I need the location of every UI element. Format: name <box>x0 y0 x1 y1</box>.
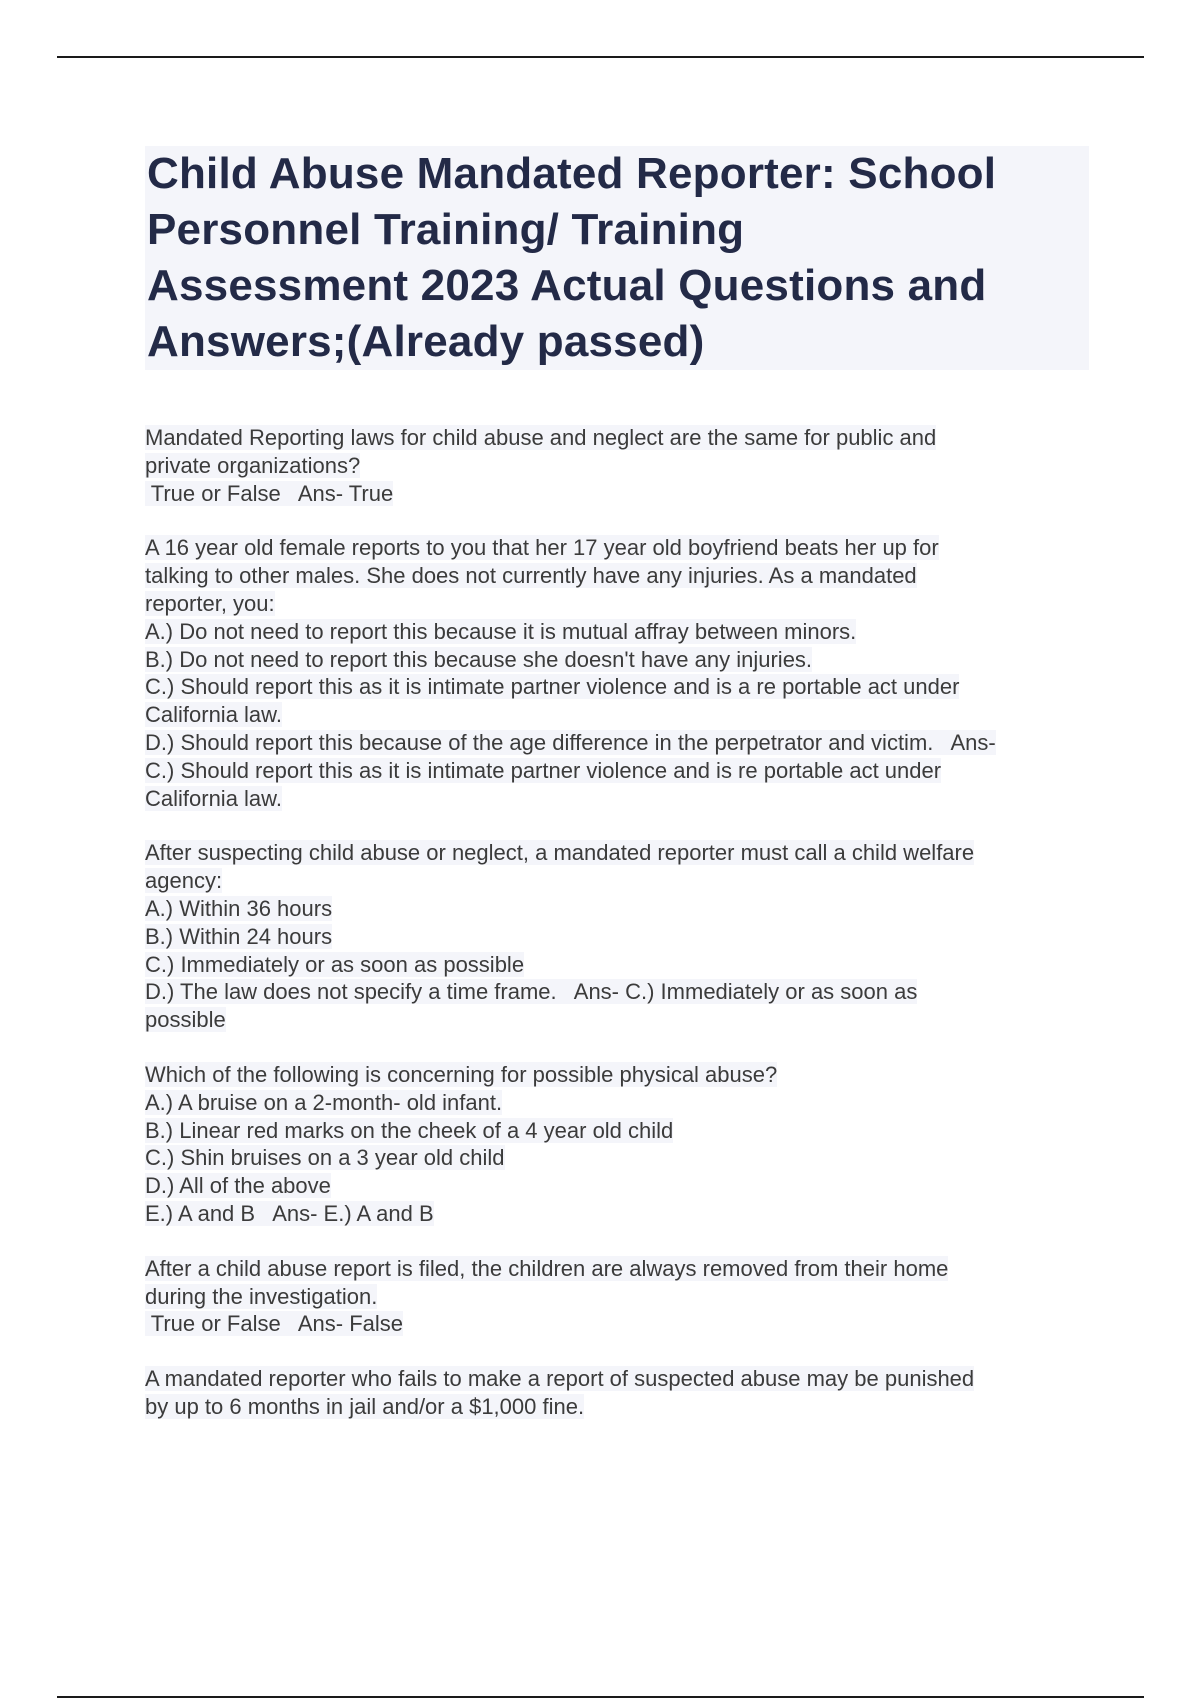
document-body <box>145 424 1100 1448</box>
document-title-block <box>145 146 1089 370</box>
option-line: B.) Do not need to report this because she doesn't have any injuries. <box>145 646 813 672</box>
top-rule <box>57 56 1144 58</box>
question-text-line: Which of the following is concerning for possible physical abuse? <box>145 1061 778 1087</box>
option-line: D.) The law does not specify a time frame. Ans- C.) Immediately or as soon as <box>145 979 918 1005</box>
question-block-6 <box>145 1365 1100 1421</box>
answer-line: E.) A and B Ans- E.) A and B <box>145 1200 434 1226</box>
title-line: Child Abuse Mandated Reporter: School <box>147 149 997 198</box>
title-line: Assessment 2023 Actual Questions and <box>147 261 987 310</box>
option-line: D.) All of the above <box>145 1173 331 1199</box>
question-text-line: reporter, you: <box>145 590 275 616</box>
option-line: C.) Shin bruises on a 3 year old child <box>145 1145 505 1171</box>
question-block-2 <box>145 534 1100 812</box>
question-text-line: After a child abuse report is filed, the children are always removed from their home <box>145 1255 949 1281</box>
question-text-line: private organizations? <box>145 452 361 478</box>
question-text-line: A mandated reporter who fails to make a report of suspected abuse may be punished <box>145 1366 975 1392</box>
option-line: D.) Should report this because of the age difference in the perpetrator and victim. Ans- <box>145 729 996 755</box>
bottom-rule <box>57 1696 1144 1698</box>
answer-line: C.) Should report this as it is intimate partner violence and is re portable act under <box>145 757 942 783</box>
option-line: B.) Within 24 hours <box>145 923 333 949</box>
option-line: A.) Do not need to report this because it is mutual affray between minors. <box>145 618 857 644</box>
question-block-1 <box>145 424 1100 507</box>
question-text-line: A 16 year old female reports to you that her 17 year old boyfriend beats her up for <box>145 535 939 561</box>
question-text-line: After suspecting child abuse or neglect, a mandated reporter must call a child welfare <box>145 840 975 866</box>
option-line: A.) Within 36 hours <box>145 895 333 921</box>
question-text-line: during the investigation. <box>145 1283 378 1309</box>
question-block-5 <box>145 1255 1100 1338</box>
question-text-line: talking to other males. She does not currently have any injuries. As a mandated <box>145 563 917 589</box>
option-line: B.) Linear red marks on the cheek of a 4 year old child <box>145 1117 674 1143</box>
question-block-4 <box>145 1061 1100 1228</box>
answer-line: True or False Ans- False <box>145 1311 403 1337</box>
question-text-line: Mandated Reporting laws for child abuse and neglect are the same for public and <box>145 425 937 450</box>
option-line: California law. <box>145 702 282 728</box>
question-text-line: by up to 6 months in jail and/or a $1,000 fine. <box>145 1393 585 1419</box>
title-line: Personnel Training/ Training <box>147 205 745 254</box>
answer-line: California law. <box>145 785 282 811</box>
option-line: A.) A bruise on a 2-month- old infant. <box>145 1089 503 1115</box>
question-block-3 <box>145 839 1100 1034</box>
document-title <box>147 146 1089 370</box>
option-line: C.) Should report this as it is intimate partner violence and is a re portable act under <box>145 674 960 700</box>
answer-line: True or False Ans- True <box>145 480 394 506</box>
title-line: Answers;(Already passed) <box>147 317 705 366</box>
option-line: C.) Immediately or as soon as possible <box>145 951 525 977</box>
question-text-line: agency: <box>145 868 223 894</box>
answer-line: possible <box>145 1007 226 1033</box>
